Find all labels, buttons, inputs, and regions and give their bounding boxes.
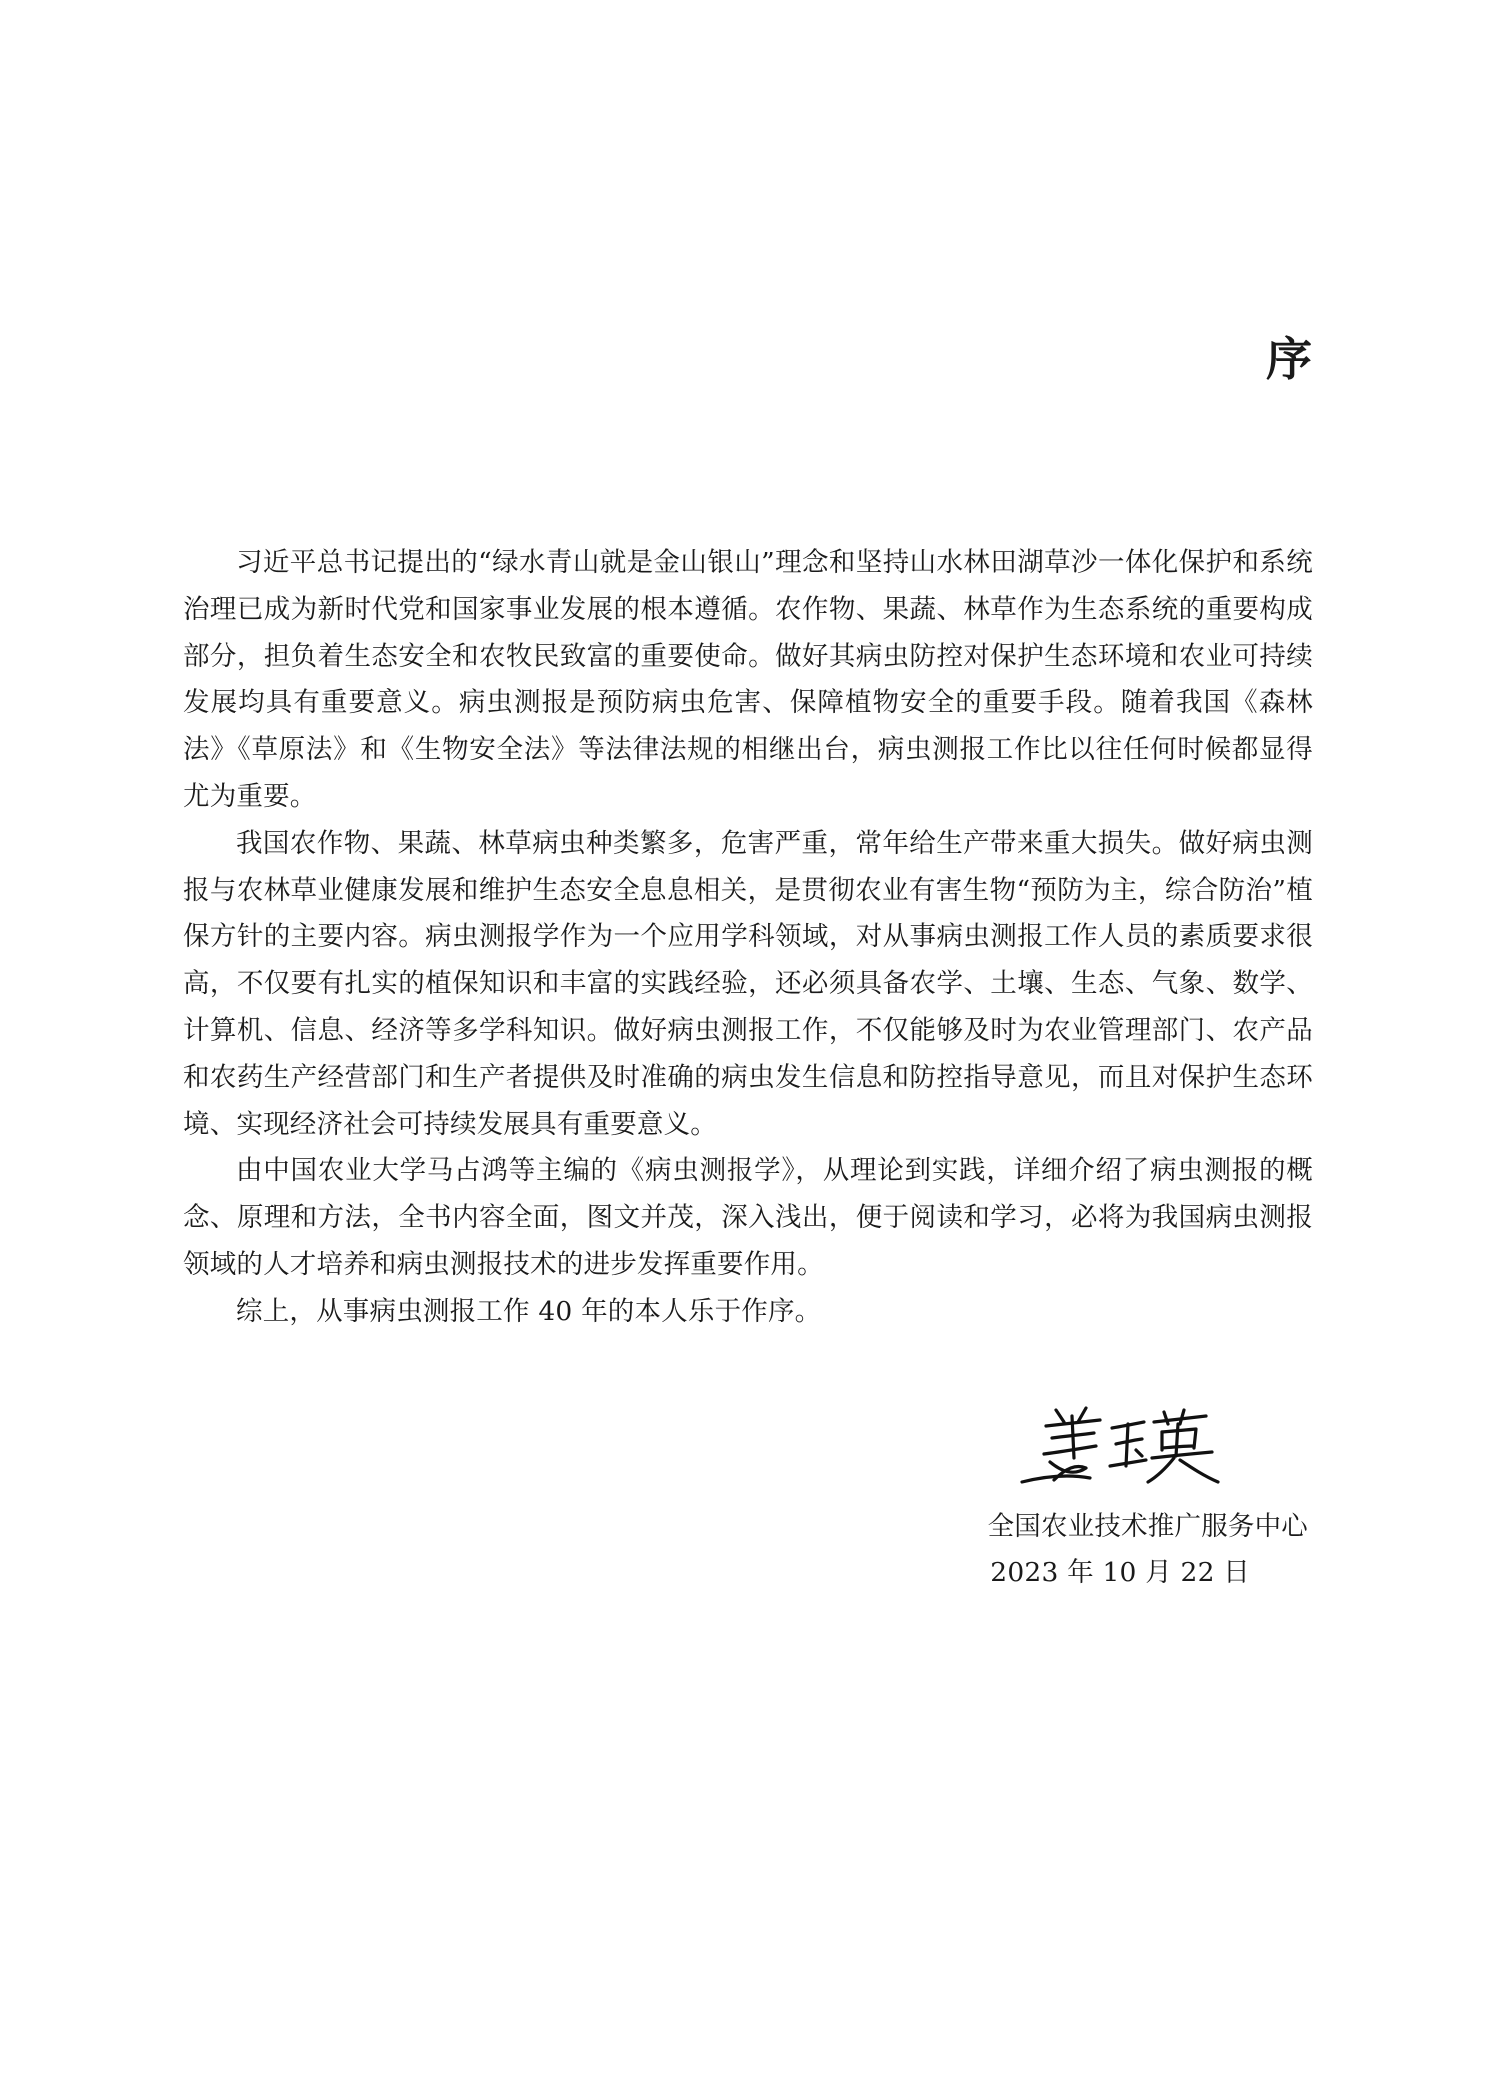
handwritten-signature bbox=[1016, 1402, 1226, 1488]
paragraph-2: 我国农作物、果蔬、林草病虫种类繁多，危害严重，常年给生产带来重大损失。做好病虫测报与农林草业健康发展和维护生态安全息息相关，是贯彻农业有害生物“预防为主，综合防治”植保方针的主要内容。病虫测报学作为一个应用学科领域，对从事病虫测报工作人员的素质要求很高，不仅要有扎实的植保知识和丰富的实践经验，还必须具备农学、土壤、生态、气象、数学、计算机、信息、经济等多学科知识。做好病虫测报工作，不仅能够及时为农业管理部门、农产品和农药生产经营部门和生产者提供及时准确的病虫发生信息和防控指导意见，而且对保护生态环境、实现经济社会可持续发展具有重要意义。 bbox=[183, 827, 1313, 1140]
signoff-date: 2023 年 10 月 22 日 bbox=[990, 1557, 1250, 1588]
paragraph-3: 由中国农业大学马占鸿等主编的《病虫测报学》，从理论到实践，详细介绍了病虫测报的概念、原理和方法，全书内容全面，图文并茂，深入浅出，便于阅读和学习，必将为我国病虫测报领域的人才培养和病虫测报技术的进步发挥重要作用。 bbox=[183, 1155, 1313, 1280]
signoff-block bbox=[988, 1504, 1308, 1596]
preface-heading: 序 bbox=[1266, 332, 1312, 386]
signoff-organization: 全国农业技术推广服务中心 bbox=[987, 1511, 1308, 1542]
paragraph-4: 综上，从事病虫测报工作 40 年的本人乐于作序。 bbox=[236, 1295, 822, 1327]
paragraph-1: 习近平总书记提出的“绿水青山就是金山银山”理念和坚持山水林田湖草沙一体化保护和系统治理已成为新时代党和国家事业发展的根本遵循。农作物、果蔬、林草作为生态系统的重要构成部分，担负着生态安全和农牧民致富的重要使命。做好其病虫防控对保护生态环境和农业可持续发展均具有重要意义。病虫测报是预防病虫危害、保障植物安全的重要手段。随着我国《森林法》《草原法》和《生物安全法》等法律法规的相继出台，病虫测报工作比以往任何时候都显得尤为重要。 bbox=[183, 547, 1313, 812]
preface-body bbox=[183, 540, 1313, 1336]
